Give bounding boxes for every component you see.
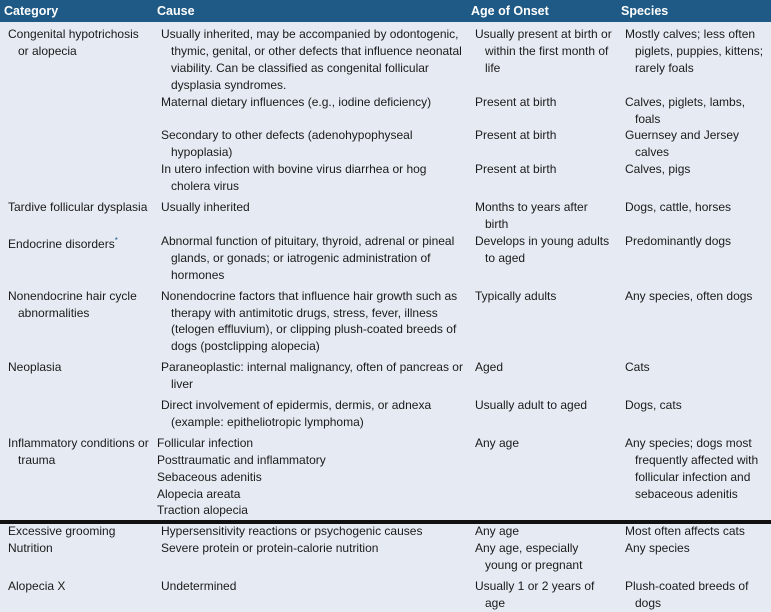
table-bottom-rule [0,520,771,524]
cell-cause: Nonendocrine factors that influence hair growth such as therapy with antimitotic drugs, stress, fever, illness (telogen effluvium), or clipping plush-coated breeds of dogs (postclipping alopecia) [161,288,458,354]
cell-species: Guernsey and Jersey calves [625,128,740,160]
cell-cause: Secondary to other defects (adenohypophyseal hypoplasia) [161,128,413,160]
table-row [0,127,771,161]
cell-species: Cats [625,360,650,375]
cell-species: Any species, often dogs [625,288,753,303]
cell-onset: Any age [475,524,520,539]
cell-category [0,393,153,431]
cell-cause: Severe protein or protein-calorie nutrition [161,541,379,556]
cell-species: Dogs, cats [625,398,682,413]
cell-species: Calves, piglets, lambs, foals [625,94,746,126]
cell-onset: Usually 1 or 2 years of age [475,579,595,610]
cell-cause: Abnormal function of pituitary, thyroid, adrenal or pineal glands, or gonads; or iatrogenic administration of hormones [161,233,455,282]
cause-line: Traction alopecia [157,503,248,518]
cell-onset: Typically adults [475,288,557,303]
table-row [0,195,771,233]
cell-cause: In utero infection with bovine virus diarrhea or hog cholera virus [161,162,427,194]
header-category: Category [0,0,153,22]
cell-category: Nutrition [8,541,53,556]
cell-cause [153,431,467,520]
cell-species: Calves, pigs [625,162,691,177]
cell-cause: Paraneoplastic: internal malignancy, often of pancreas or liver [161,360,463,392]
cell-category [0,127,153,161]
cell-onset: Usually present at birth or within the first month of life [475,27,612,75]
table-row [0,393,771,431]
cell-onset: Aged [475,360,504,375]
cell-species: Any species [625,541,690,556]
cause-line: Alopecia areata [157,486,241,501]
cell-onset: Present at birth [475,94,557,109]
header-species: Species [617,0,771,22]
cause-line: Sebaceous adenitis [157,469,262,484]
cell-category: Alopecia X [8,579,66,594]
cell-cause: Usually inherited, may be accompanied by odontogenic, thymic, genital, or other defects that influence neonatal viability. Can be classified as congenital follicular dysplasia syndromes. [161,27,462,92]
cell-category [0,94,153,128]
cell-onset: Develops in young adults to aged [475,233,610,265]
table-row [0,233,771,284]
cell-onset: Months to years after birth [475,200,588,231]
cell-species: Mostly calves; less often piglets, puppies, kittens; rarely foals [625,27,764,75]
table-row [0,574,771,612]
cell-category: Endocrine disorders* [8,235,118,251]
cell-onset: Usually adult to aged [475,398,588,413]
cell-species: Dogs, cattle, horses [625,200,732,215]
cell-cause: Undetermined [161,579,237,594]
cell-species: Predominantly dogs [625,233,732,248]
cause-line: Posttraumatic and inflammatory [157,452,326,467]
cell-category: Excessive grooming [8,524,116,539]
cell-onset: Any age [475,435,520,450]
cell-onset: Present at birth [475,128,557,143]
table-row [0,284,771,356]
cell-category: Tardive follicular dysplasia [8,200,148,215]
cell-cause: Usually inherited [161,200,250,215]
footnote-mark: * [114,235,118,245]
cell-category: Nonendocrine hair cycle abnormalities [8,288,137,320]
table-row [0,431,771,520]
cause-line: Follicular infection [157,435,254,450]
cell-category [0,161,153,195]
cell-species: Any species; dogs most frequently affected with follicular infection and sebaceous adenitis [625,435,759,501]
table-row [0,94,771,128]
cell-category: Congenital hypotrichosis or alopecia [8,27,139,58]
cell-cause: Hypersensitivity reactions or psychogenic causes [161,524,423,539]
table-row [0,22,771,94]
table-row [0,540,771,574]
cell-species: Plush-coated breeds of dogs [625,579,749,610]
cell-category: Inflammatory conditions or trauma [8,435,149,467]
cell-cause: Direct involvement of epidermis, dermis, or adnexa (example: epitheliotropic lymphoma) [161,398,432,429]
cell-onset: Any age, especially young or pregnant [475,541,583,573]
table-row [0,355,771,393]
header-cause: Cause [153,0,467,22]
cell-species: Most often affects cats [625,524,745,539]
cell-category: Neoplasia [8,360,62,375]
header-row [0,0,771,22]
table-row [0,161,771,195]
header-age-of-onset: Age of Onset [467,0,617,22]
cell-onset: Present at birth [475,162,557,177]
cell-cause: Maternal dietary influences (e.g., iodine deficiency) [161,94,432,109]
